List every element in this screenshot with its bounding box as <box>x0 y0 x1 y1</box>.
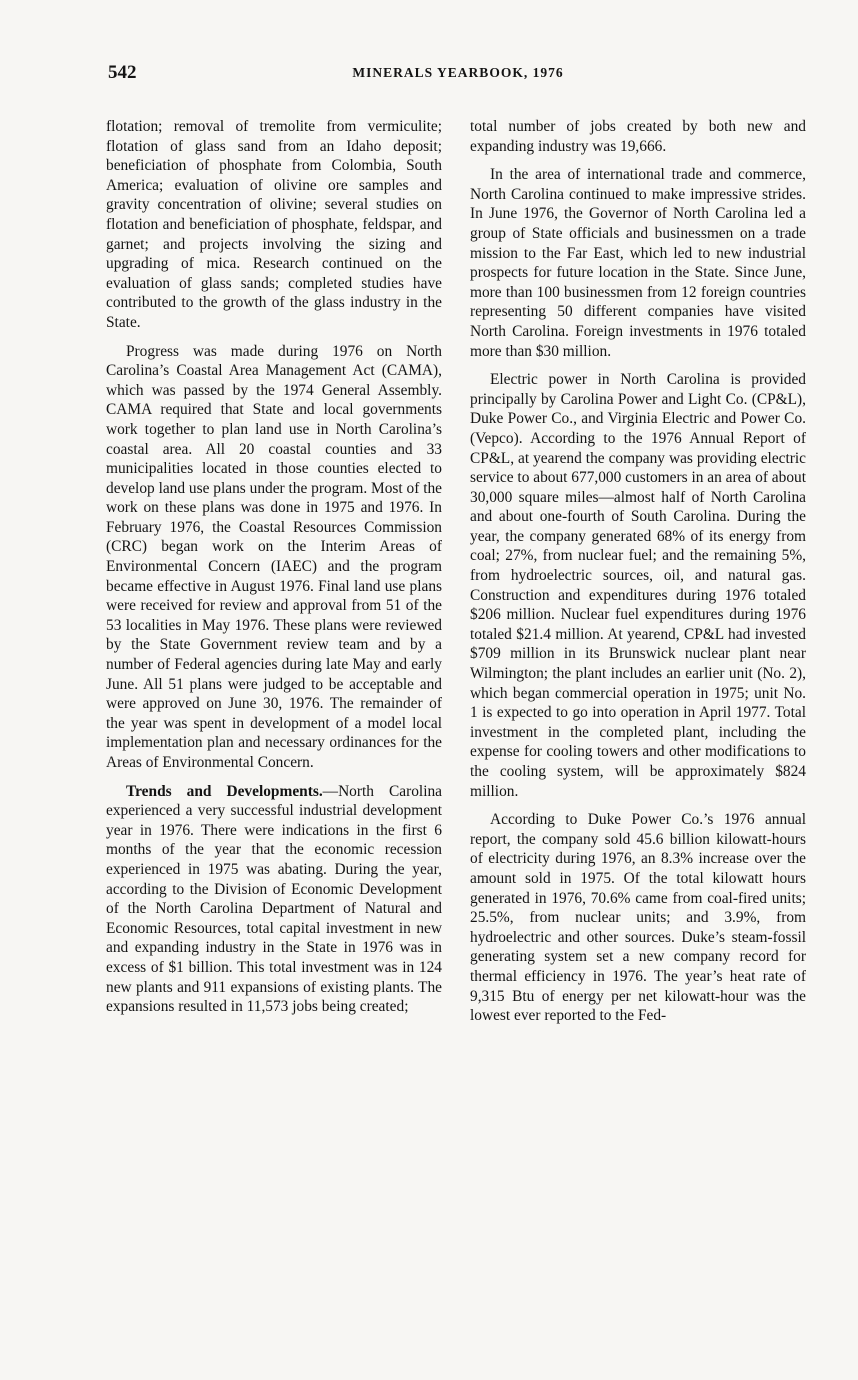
running-title: MINERALS YEARBOOK, 1976 <box>352 65 564 80</box>
paragraph-duke-power: According to Duke Power Co.’s 1976 annual report, the company sold 45.6 billion kilowatt-hours of electricity during 1976, an 8.3% increase over the amount sold in 1975. Of the total kilowatt hours generated in 1976, 70.6% came from coal-fired units; 25.5%, from nuclear units; and 3.9%, from hydroelectric and other sources. Duke’s steam-fossil generating system set a new company record for thermal efficiency in 1976. The year’s heat rate of 9,315 Btu of energy per net kilowatt-hour was the lowest ever reported to the Fed- <box>470 811 806 1025</box>
right-column <box>470 117 806 1035</box>
paragraph-trends-body: —North Carolina experienced a very successful industrial development year in 1976. There were indications in the first 6 months of the year that the economic recession experienced in 1975 was abating. During the year, according to the Division of Economic Development of the North Carolina Department of Natural and Economic Resources, total capital investment in new and expanding industry in the State in 1976 was in excess of $1 billion. This total investment was in 124 new plants and 911 expansions of existing plants. The expansions resulted in 11,573 jobs being created; <box>106 782 442 1016</box>
page-number: 542 <box>108 62 137 83</box>
paragraph-mineral-research: flotation; removal of tremolite from vermiculite; flotation of glass sand from an Idaho deposit; beneficiation of phosphate from Colombia, South America; evaluation of olivine ore samples and gravity concentration of olivine; several studies on flotation and beneficiation of phosphate, feldspar, and garnet; and projects involving the sizing and upgrading of mica. Research continued on the evaluation of glass sands; completed studies have contributed to the growth of the glass industry in the State. <box>106 118 442 331</box>
left-column <box>106 117 442 1026</box>
paragraph-jobs: total number of jobs created by both new and expanding industry was 19,666. <box>470 118 806 155</box>
paragraph-trends <box>106 782 442 1017</box>
paragraph-cama: Progress was made during 1976 on North Carolina’s Coastal Area Management Act (CAMA), which was passed by the 1974 General Assembly. CAMA required that State and local governments work together to plan land use in North Carolina’s coastal area. All 20 coastal counties and 33 municipalities located in those counties elected to develop land use plans under the program. Most of the work on these plans was done in 1975 and 1976. In February 1976, the Coastal Resources Commission (CRC) began work on the Interim Areas of Environmental Concern (IAEC) and the program became effective in August 1976. Final land use plans were received for review and approval from 51 of the 53 localities in May 1976. These plans were reviewed by the State Government review team and by a number of Federal agencies during late May and early June. All 51 plans were judged to be acceptable and were approved on June 30, 1976. The remainder of the year was spent in development of a model local implementation plan and necessary ordinances for the Areas of Environmental Concern. <box>106 342 442 771</box>
paragraph-international-trade: In the area of international trade and commerce, North Carolina continued to make impressive strides. In June 1976, the Governor of North Carolina led a group of State officials and businessmen on a trade mission to the Far East, which led to new industrial prospects for future location in the State. Since June, more than 100 businessmen from 12 foreign countries representing 50 different companies have visited North Carolina. Foreign investments in 1976 totaled more than $30 million. <box>470 166 806 360</box>
section-heading-trends: Trends and Developments. <box>126 782 323 800</box>
page-header <box>108 62 808 88</box>
paragraph-electric-power: Electric power in North Carolina is provided principally by Carolina Power and Light Co. (CP&L), Duke Power Co., and Virginia Electric and Power Co. (Vepco). According to the 1976 Annual Report of CP&L, at yearend the company was providing electric service to about 677,000 customers in an area of about 30,000 square miles—almost half of North Carolina and about one-fourth of South Carolina. During the year, the company generated 68% of its energy from coal; 27%, from nuclear fuel; and the remaining 5%, from hydroelectric sources, oil, and natural gas. Construction and expenditures during 1976 totaled $206 million. Nuclear fuel expenditures during 1976 totaled $21.4 million. At yearend, CP&L had invested $709 million in its Brunswick nuclear plant near Wilmington; the plant includes an earlier unit (No. 2), which began commercial operation in 1975; unit No. 1 is expected to go into operation in April 1977. Total investment in the completed plant, including the expense for cooling towers and other modifications to the cooling system, will be approximately $824 million. <box>470 371 806 800</box>
